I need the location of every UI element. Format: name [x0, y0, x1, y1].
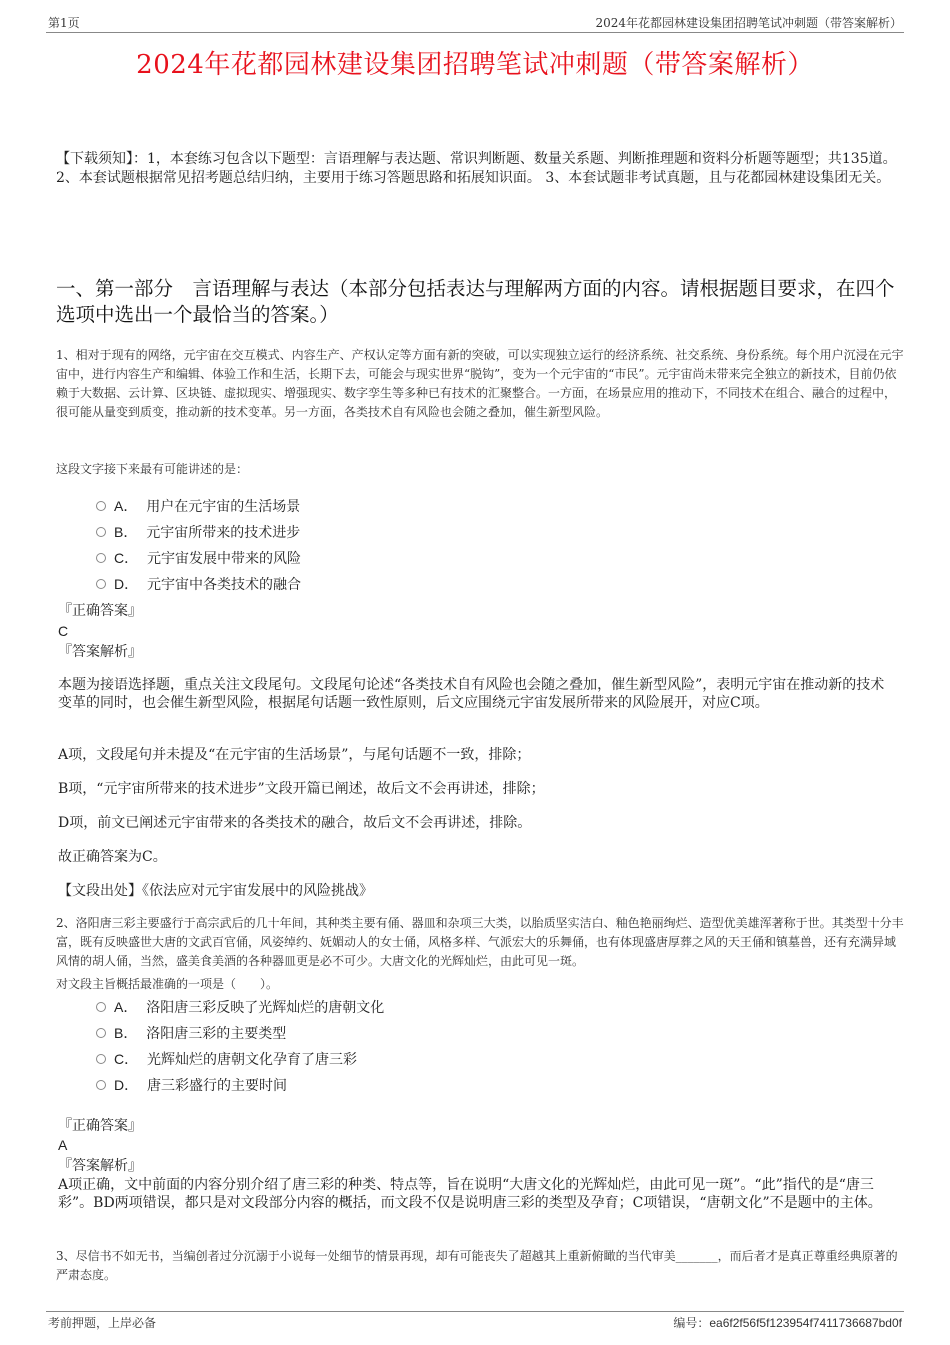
question-2-option-d[interactable]: [96, 1076, 287, 1095]
footer-divider: [46, 1311, 904, 1312]
question-2-option-c[interactable]: [96, 1050, 357, 1069]
question-1-answer: C: [58, 623, 69, 639]
question-1-analysis-d: D项，前文已阐述元宇宙带来的各类技术的融合，故后文不会再讲述，排除。: [58, 815, 532, 831]
radio-icon[interactable]: [96, 553, 106, 563]
question-1-analysis-label: 『答案解析』: [58, 644, 142, 660]
option-letter: D．: [114, 1077, 139, 1093]
header-doc-title: 2024年花都园林建设集团招聘笔试冲刺题（带答案解析）: [595, 16, 902, 30]
question-1-analysis-b: B项，“元宇宙所带来的技术进步”文段开篇已阐述，故后文不会再讲述，排除；: [58, 781, 545, 797]
option-letter: A．: [114, 999, 138, 1015]
radio-icon[interactable]: [96, 579, 106, 589]
question-1-option-c[interactable]: [96, 549, 301, 568]
radio-icon[interactable]: [96, 1002, 106, 1012]
radio-icon[interactable]: [96, 501, 106, 511]
option-letter: A．: [114, 498, 138, 514]
radio-icon[interactable]: [96, 1054, 106, 1064]
radio-icon[interactable]: [96, 1080, 106, 1090]
question-1-option-d[interactable]: [96, 575, 301, 594]
option-text: 用户在元宇宙的生活场景: [146, 499, 301, 515]
header-divider: [46, 32, 904, 33]
question-2-analysis-label: 『答案解析』: [58, 1158, 142, 1174]
footer-code-label: 编号：: [673, 1316, 710, 1330]
option-text: 元宇宙发展中带来的风险: [147, 551, 302, 567]
option-text: 唐三彩盛行的主要时间: [147, 1078, 288, 1094]
question-2-option-a[interactable]: [96, 998, 384, 1017]
question-2-text: 2、洛阳唐三彩主要盛行于高宗武后的几十年间，其种类主要有俑、器皿和杂项三大类，以胎质坚实洁白、釉色艳丽绚烂、造型优美雄浑著称于世。其类型十分丰富，既有反映盛世大唐的文武百官俑，风姿绰约、妩媚动人的女士俑，风格多样、气派宏大的乐舞俑，也有体现盛唐厚葬之风的天王俑和镇墓兽，还有充满异域风情的胡人俑，当然，盛美食美酒的各种器皿更是必不可少。大唐文化的光辉灿烂，由此可见一斑。: [56, 916, 904, 968]
question-1-option-a[interactable]: [96, 497, 300, 516]
question-1-text: 1、相对于现有的网络，元宇宙在交互模式、内容生产、产权认定等方面有新的突破，可以实现独立运行的经济系统、社交系统、身份系统。每个用户沉浸在元宇宙中，进行内容生产和编辑、体验工作和生活，长期下去，可能会与现实世界“脱钩”，变为一个元宇宙的“市民”。元宇宙尚未带来完全独立的新技术，目前仍依赖于大数据、云计算、区块链、虚拟现实、增强现实、数字孪生等多种已有技术的汇聚整合。一方面，在场景应用的推动下，不同技术在组合、融合的过程中，很可能从量变到质变，推动新的技术变革。另一方面，各类技术自有风险也会随之叠加，催生新型风险。: [56, 348, 904, 419]
question-2-answer: A: [58, 1137, 68, 1153]
radio-icon[interactable]: [96, 527, 106, 537]
option-letter: C．: [114, 1051, 139, 1067]
option-text: 元宇宙所带来的技术进步: [146, 525, 301, 541]
option-text: 元宇宙中各类技术的融合: [147, 577, 302, 593]
section-heading: 一、第一部分 言语理解与表达（本部分包括表达与理解两方面的内容。请根据题目要求，在四个选项中选出一个最恰当的答案。）: [56, 277, 895, 326]
option-text: 洛阳唐三彩的主要类型: [146, 1026, 287, 1042]
option-letter: D．: [114, 576, 139, 592]
option-text: 光辉灿烂的唐朝文化孕育了唐三彩: [147, 1052, 358, 1068]
question-2-analysis: A项正确，文中前面的内容分别介绍了唐三彩的种类、特点等，旨在说明“大唐文化的光辉灿烂，由此可见一斑”。“此”指代的是“唐三彩”。BD两项错误，都只是对文段部分内容的概括，而文段不仅是说明唐三彩的类型及孕育；C项错误，“唐朝文化”不是题中的主体。: [58, 1177, 882, 1211]
question-1-conclusion: 故正确答案为C。: [58, 849, 167, 865]
question-2-option-b[interactable]: [96, 1024, 286, 1043]
question-1-analysis-a: A项，文段尾句并未提及“在元宇宙的生活场景”，与尾句话题不一致，排除；: [58, 747, 531, 763]
footer-code-value: ea6f2f56f5f123954f7411736687bd0f: [709, 1316, 902, 1330]
question-3-text: 3、尽信书不如无书，当编创者过分沉溺于小说每一处细节的情景再现，却有可能丧失了超越其上重新俯瞰的当代审美_______，而后者才是真正尊重经典原著的严肃态度。: [56, 1249, 898, 1282]
footer-slogan: 考前押题，上岸必备: [48, 1316, 157, 1330]
radio-icon[interactable]: [96, 1028, 106, 1038]
option-letter: B．: [114, 524, 138, 540]
page-title: 2024年花都园林建设集团招聘笔试冲刺题（带答案解析）: [136, 50, 814, 80]
option-letter: C．: [114, 550, 139, 566]
question-2-answer-label: 『正确答案』: [58, 1118, 142, 1134]
question-1-answer-label: 『正确答案』: [58, 603, 142, 619]
question-1-analysis: 本题为接语选择题，重点关注文段尾句。文段尾句论述“各类技术自有风险也会随之叠加，催生新型风险”，表明元宇宙在推动新的技术变革的同时，也会催生新型风险，根据尾句话题一致性原则，后文应围绕元宇宙发展所带来的风险展开，对应C项。: [58, 677, 885, 711]
page-number: 第1页: [48, 16, 80, 30]
question-1-source: 【文段出处】《依法应对元宇宙发展中的风险挑战》: [58, 883, 373, 899]
download-notice: 【下载须知】：1，本套练习包含以下题型：言语理解与表达题、常识判断题、数量关系题、判断推理题和资料分析题等题型；共135道。 2、本套试题根据常见招考题总结归纳，主要用于练习答题思路和拓展知识面。 3、本套试题非考试真题，且与花都园林建设集团无关。: [56, 151, 897, 186]
question-1-stem: 这段文字接下来最有可能讲述的是：: [56, 462, 249, 476]
option-letter: B．: [114, 1025, 138, 1041]
question-2-stem: 对文段主旨概括最准确的一项是（ ）。: [56, 977, 279, 991]
option-text: 洛阳唐三彩反映了光辉灿烂的唐朝文化: [146, 1000, 385, 1016]
footer-code: [673, 1314, 902, 1331]
question-1-option-b[interactable]: [96, 523, 300, 542]
